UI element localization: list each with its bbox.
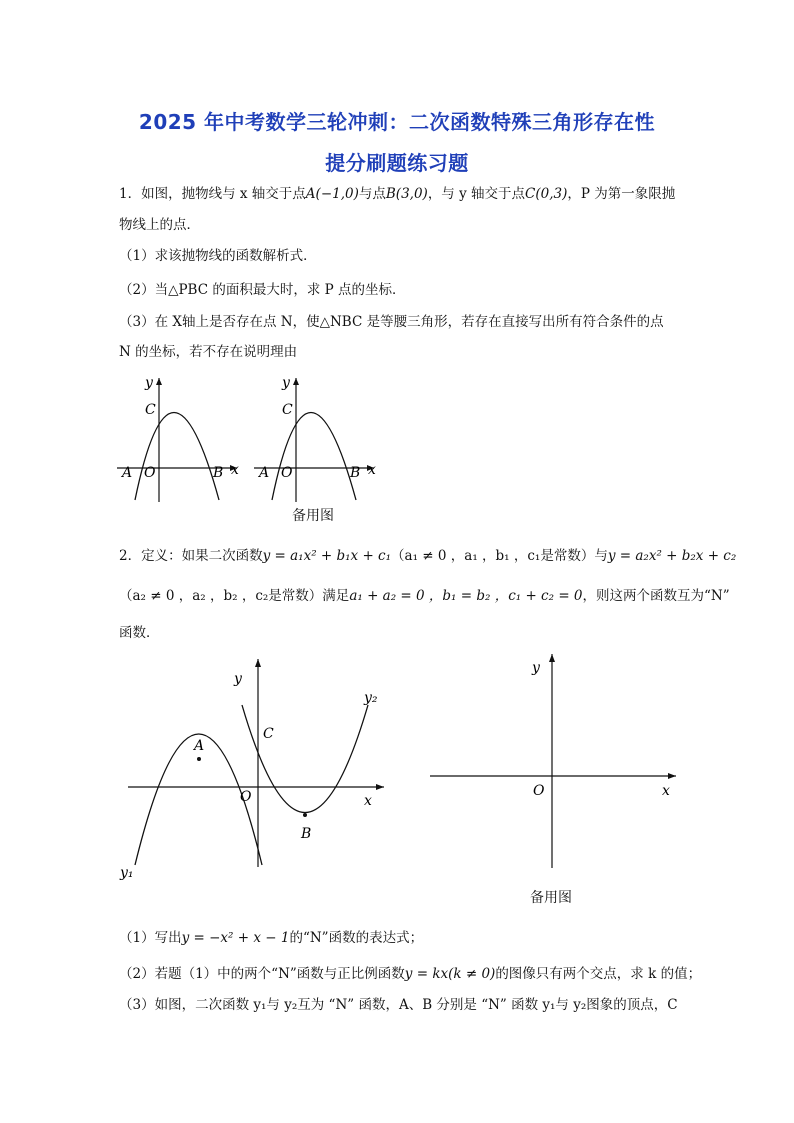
problem1-q2: （2）当△PBC 的面积最大时，求 P 点的坐标． [119, 282, 406, 298]
problem2-q2-b: 的图像只有两个交点，求 k 的值； [495, 966, 702, 982]
problem1-figure-2 [252, 370, 382, 510]
main-label-o: O [240, 789, 252, 805]
problem2-line2 [119, 586, 730, 606]
point-c: C(0,3) [525, 186, 568, 202]
problem1-figure-1 [115, 370, 245, 510]
point-b: B(3,0) [385, 186, 428, 202]
fig1-label-c: C [145, 402, 156, 418]
problem2-caption: 备用图 [530, 890, 572, 906]
fig1-label-y: y [145, 375, 153, 391]
fig2-label-x: x [368, 462, 376, 478]
problem1-caption: 备用图 [292, 508, 334, 524]
problem1-q3a: （3）在 X轴上是否存在点 N，使△NBC 是等腰三角形，若存在直接写出所有符合条件的点 [119, 314, 664, 330]
problem2-line1-a: 2．定义：如果二次函数 [119, 548, 263, 564]
vertex-b-point [303, 813, 307, 817]
y-arrow-icon [549, 654, 555, 662]
y-arrow-icon [255, 659, 261, 667]
x-arrow-icon [668, 773, 676, 779]
backup-label-x: x [662, 783, 670, 799]
main-label-y1: y₁ [120, 865, 134, 881]
backup-label-o: O [533, 783, 545, 799]
x-arrow-icon [376, 784, 384, 790]
main-label-y: y [234, 671, 242, 687]
formula-q2: y = kx(k ≠ 0) [404, 966, 496, 982]
problem2-q1 [119, 928, 689, 948]
fig2-label-o: O [281, 465, 293, 481]
fig1-label-o: O [144, 465, 156, 481]
point-a: A(−1,0) [305, 186, 359, 202]
fig2-label-c: C [282, 402, 293, 418]
problem1-text-a: 1．如图，抛物线与 x 轴交于点 [119, 186, 306, 202]
problem2-line2-b: ，则这两个函数互为“N” [582, 588, 730, 604]
problem2-q1-b: 的“N”函数的表达式； [289, 930, 424, 946]
problem2-line1-b: （a₁ ≠ 0 ，a₁ ，b₁ ，c₁是常数）与 [391, 548, 608, 564]
fig1-label-a: A [122, 465, 133, 481]
main-label-x: x [364, 793, 372, 809]
problem1-q3b: N 的坐标，若不存在说明理由 [119, 344, 298, 360]
problem2-line1 [119, 546, 737, 566]
main-label-c: C [263, 726, 274, 742]
problem1-line1 [119, 184, 689, 204]
problem1-text-c: ，与 y 轴交于点 [427, 186, 526, 202]
formula-q1: y = −x² + x − 1 [181, 930, 290, 946]
fig2-label-b: B [350, 465, 361, 481]
problem1-line2: 物线上的点． [119, 217, 200, 233]
parabola-curve [272, 413, 356, 501]
problem2-line2-a: （a₂ ≠ 0 ，a₂ ，b₂ ，c₂是常数）满足 [119, 588, 350, 604]
page-title-line2: 提分刷题练习题 [325, 151, 469, 175]
main-label-y2: y₂ [364, 690, 378, 706]
fig1-label-x: x [231, 462, 239, 478]
problem1-text-b: 与点 [358, 186, 386, 202]
problem2-line3: 函数． [119, 625, 160, 641]
problem2-q2 [119, 964, 702, 984]
y-arrow-icon [293, 378, 299, 385]
problem2-q3: （3）如图，二次函数 y₁与 y₂互为 “N” 函数，A、B 分别是 “N” 函数 y₁与 y₂图象的顶点，C [119, 997, 678, 1013]
y2-curve [242, 705, 368, 813]
page-title-line1: 2025 年中考数学三轮冲刺：二次函数特殊三角形存在性 [138, 110, 656, 134]
main-label-b: B [301, 826, 312, 842]
problem2-figure-main [118, 655, 398, 885]
fig2-label-a: A [259, 465, 270, 481]
main-label-a: A [194, 738, 205, 754]
vertex-a-point [197, 757, 201, 761]
formula-f1: y = a₁x² + b₁x + c₁ [262, 548, 392, 564]
fig1-label-b: B [213, 465, 224, 481]
formula-f2: y = a₂x² + b₂x + c₂ [607, 548, 737, 564]
problem2-q2-a: （2）若题（1）中的两个“N”函数与正比例函数 [119, 966, 405, 982]
parabola-curve [135, 413, 219, 501]
problem2-q1-a: （1）写出 [119, 930, 182, 946]
y-arrow-icon [156, 378, 162, 385]
fig2-label-y: y [282, 375, 290, 391]
formula-cond: a₁ + a₂ = 0 ，b₁ = b₂ ，c₁ + c₂ = 0 [349, 588, 583, 604]
problem1-q1: （1）求该抛物线的函数解析式． [119, 248, 317, 264]
problem1-text-d: ，P 为第一象限抛 [567, 186, 676, 202]
backup-label-y: y [532, 660, 540, 676]
problem2-figure-backup [428, 650, 688, 875]
